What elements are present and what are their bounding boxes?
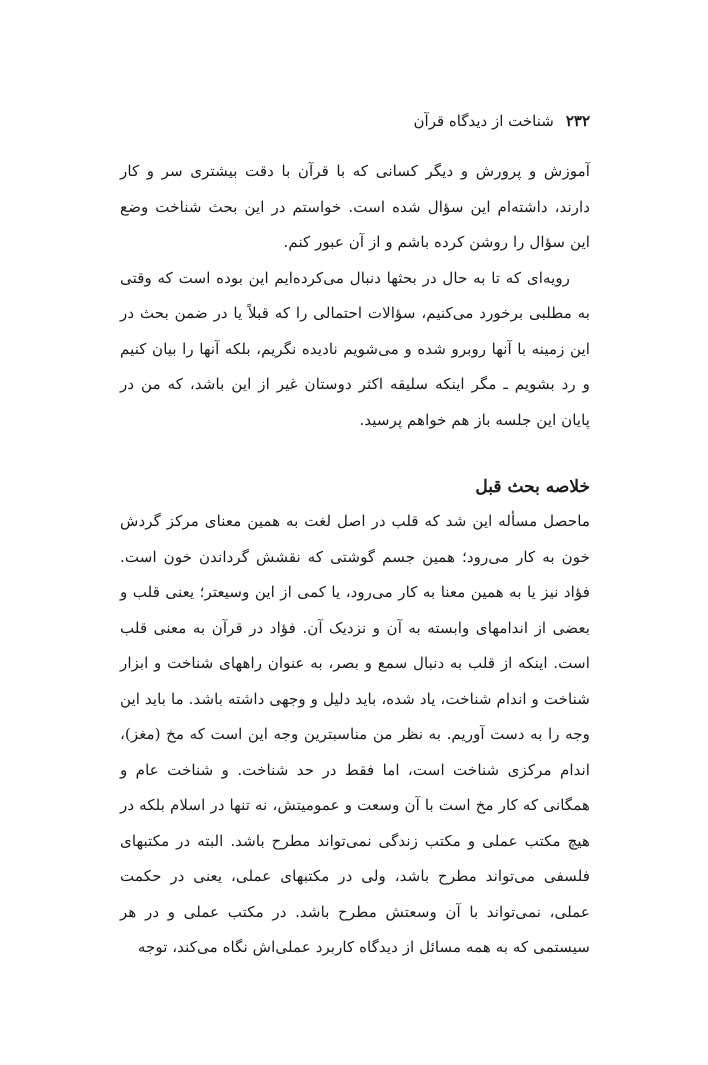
running-head: [120, 110, 590, 132]
paragraph-3: ماحصل مسأله این شد که قلب در اصل لغت به همین معنای مرکز گردش خون به کار می‌رود؛ همین جسم گوشتی که نقشش گرداندن خون است. فؤاد نیز یا به همین معنا به کار می‌رود، یا کمی از این وسیعتر؛ یعنی قلب و بعضی از اندامهای وابسته به آن و نزدیک آن. فؤاد در قرآن به معنی قلب است. اینکه از قلب به دنبال سمع و بصر، به عنوان راههای شناخت و ابزار شناخت و اندام شناخت، یاد شده، باید دلیل و وجهی داشته باشد. ما باید این وجه را به دست آوریم. به نظر من مناسبترین وجه این است که مخ (مغز)، اندام مرکزی شناخت است، اما فقط در حد شناخت. و شناخت عام و همگانی که کار مخ است با آن وسعت و عمومیتش، نه تنها در اسلام بلکه در هیچ مکتب عملی و مکتب زندگی نمی‌تواند مطرح باشد. البته در مکتبهای فلسفی می‌تواند مطرح باشد، ولی در مکتبهای عملی، یعنی در حکمت عملی، نمی‌تواند با آن وسعتش مطرح باشد. در مکتب عملی و در هر سیستمی که به همه مسائل از دیدگاه کاربرد عملی‌اش نگاه می‌کند، توجه: [120, 512, 590, 956]
section-heading: خلاصه بحث قبل: [475, 477, 590, 497]
book-title: شناخت از دیدگاه قرآن: [413, 112, 554, 130]
book-page: [120, 110, 590, 966]
paragraph-2: رویه‌ای که تا به حال در بحثها دنبال می‌کرده‌ایم این بوده است که وقتی به مطلبی برخورد می‌کنیم، سؤالات احتمالی را که قبلاً یا در ضمن بحث در این زمینه با آنها روبرو شده و می‌شویم نادیده نگریم، بلکه آنها را بیان کنیم و رد بشویم ـ مگر اینکه سلیقه اکثر دوستان غیر از این باشد، که من در پایان این جلسه باز هم خواهم پرسید.: [120, 268, 590, 429]
page-number: ۲۳۲: [565, 112, 590, 130]
paragraph-1: آموزش و پرورش و دیگر کسانی که با قرآن با دقت بیشتری سر و کار دارند، داشته‌ام این سؤال شده است. خواستم در این بحث شناخت وضع این سؤال را روشن کرده باشم و از آن عبور کنم.: [120, 162, 590, 251]
